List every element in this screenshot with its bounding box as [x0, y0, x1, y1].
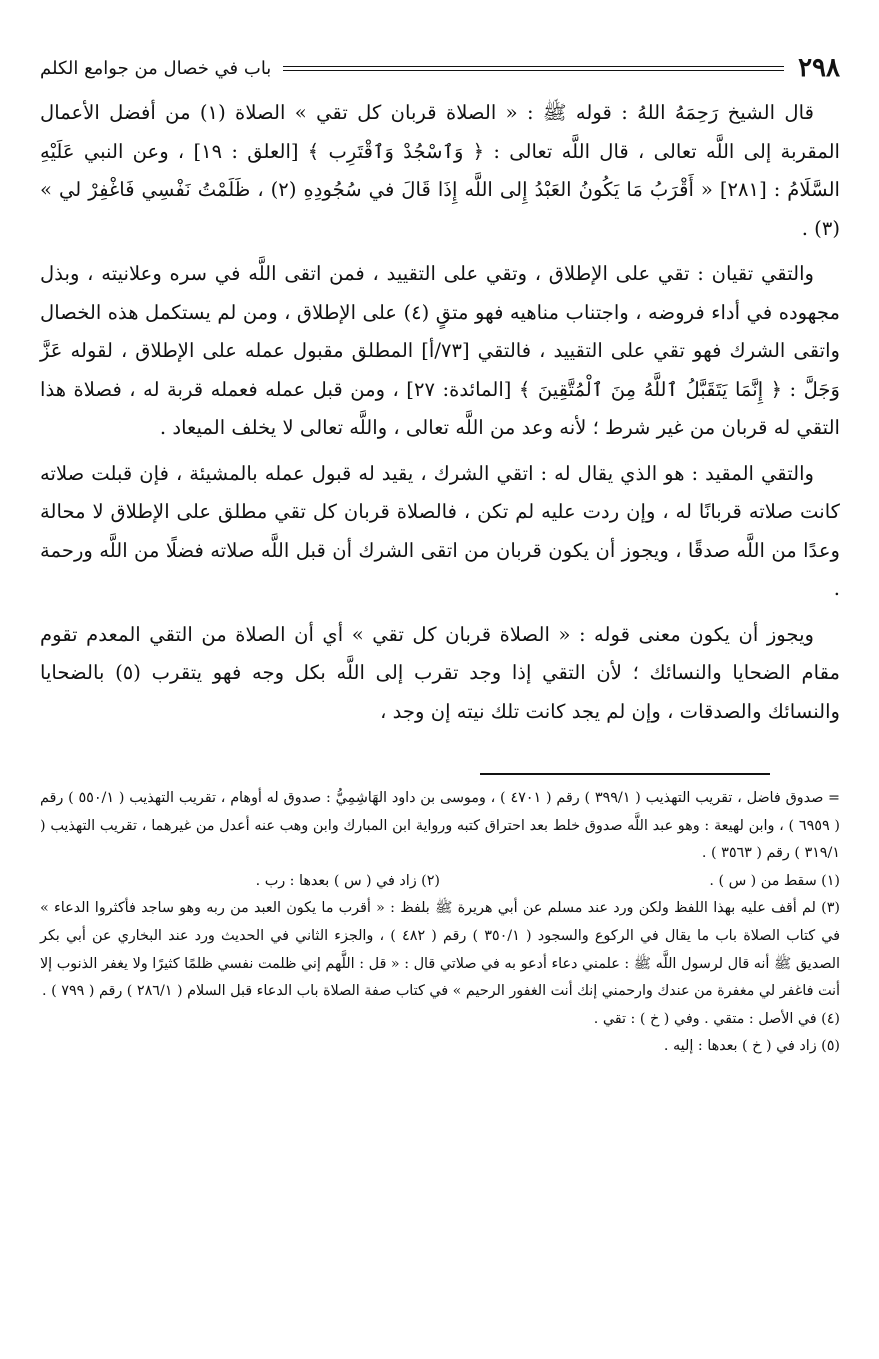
paragraph: والتقي المقيد : هو الذي يقال له : اتقي الشرك ، يقيد له قبول عمله بالمشيئة ، فإن قبلت صلاته كانت صلاته قربانًا له ، وإن ردت عليه لم تكن ، فالصلاة قربان كل تقي مطلق على الإطلاق لا محالة وعدًا من اللَّه صدقًا ، ويجوز أن يكون قربان من اتقى الشرك أن قبل اللَّه صلاته فضلًا من اللَّه ورحمة .	[40, 461, 840, 600]
footnote-2: (٢) زاد في ( س ) بعدها : رب .	[255, 872, 440, 889]
footnote-1: (١) سقط من ( س ) .	[709, 872, 840, 889]
main-text	[40, 94, 840, 731]
book-page	[40, 48, 840, 1061]
page-number: ٢٩٨	[798, 53, 840, 83]
footnote-row	[40, 868, 840, 896]
paragraph: ويجوز أن يكون معنى قوله : « الصلاة قربان كل تقي » أي أن الصلاة من التقي المعدم تقوم مقام الضحايا والنسائك ؛ لأن التقي إذا وجد تقرب إلى اللَّه بكل وجه فهو يتقرب (٥) بالضحايا والنسائك والصدقات ، وإن لم يجد كانت تلك نيته إن وجد ،	[40, 622, 840, 723]
paragraph: والتقي تقيان : تقي على الإطلاق ، وتقي على التقييد ، فمن اتقى اللَّه في سره وعلانيته ، وبذل مجهوده في أداء فروضه ، واجتناب مناهيه فهو متقٍ (٤) على الإطلاق ، ومن لم يستكمل هذه الخصال واتقى الشرك فهو تقي على التقييد ، فالتقي [٧٣/أ] المطلق مقبول عمله على الإطلاق ، لقوله عَزَّ وَجَلَّ : ﴿ إِنَّمَا يَتَقَبَّلُ ٱللَّهُ مِنَ ٱلْمُتَّقِينَ ﴾ [المائدة: ٢٧] ، ومن قبل عمله فعمله قربة له ، فصلاة هذا التقي له قربان من غير شرط ؛ لأنه وعد من اللَّه تعالى ، واللَّه تعالى لا يخلف الميعاد .	[40, 262, 840, 439]
header-rule	[283, 66, 784, 71]
footnote-continuation: = صدوق فاضل ، تقريب التهذيب ( ٣٩٩/١ ) رقم ( ٤٧٠١ ) ، وموسى بن داود الهَاشِمِيُّ : صدوق له أوهام ، تقريب التهذيب ( ٥٥٠/١ ) رقم ( ٦٩٥٩ ) ، وابن لهيعة : وهو عبد اللَّه صدوق خلط بعد احتراق كتبه ورواية ابن المبارك وابن وهب عنه أعدل من غيرهما ، تقريب التهذيب ( ٣١٩/١ ) رقم ( ٣٥٦٣ ) .	[40, 790, 841, 862]
footnote-3: (٣) لم أقف عليه بهذا اللفظ ولكن ورد عند مسلم عن أبي هريرة ﷺ بلفظ : « أقرب ما يكون العبد من ربه وهو ساجد فأكثروا الدعاء » في كتاب الصلاة باب ما يقال في الركوع والسجود ( ٣٥٠/١ ) رقم ( ٤٨٢ ) ، والجزء الثاني في الحديث ورد عند البخاري عن أبي بكر الصديق ﷺ أنه قال لرسول اللَّه ﷺ : علمني دعاء أدعو به في صلاتي قال : « قل : اللَّهم إني ظلمت نفسي ظلمًا كثيرًا ولا يغفر الذنوب إلا أنت فاغفر لي مغفرة من عندك وارحمني إنك أنت الغفور الرحيم » في كتاب صفة الصلاة باب الدعاء قبل السلام ( ٢٨٦/١ ) رقم ( ٧٩٩ ) .	[40, 900, 840, 1000]
paragraph: قال الشيخ رَحِمَهُ اللهُ : قوله ﷺ : « الصلاة قربان كل تقي » الصلاة (١) من أفضل الأعمال المقربة إلى اللَّه تعالى ، قال اللَّه تعالى : ﴿ وَٱسْجُدْ وَٱقْتَرِب ﴾ [العلق : ١٩] ، وعن النبي عَلَيْهِ السَّلَامُ : [٢٨١] « أَقْرَبُ مَا يَكُونُ العَبْدُ إِلى اللَّه إِذَا قَالَ في سُجُودِهِ (٢) ، ظَلَمْتُ نَفْسِي فَاغْفِرْ لي » (٣) .	[40, 101, 841, 240]
footnote-5: (٥) زاد في ( خ ) بعدها : إليه .	[663, 1038, 840, 1055]
footnote-4: (٤) في الأصل : متقي . وفي ( خ ) : تقي .	[593, 1010, 840, 1027]
footnote-separator	[480, 773, 770, 775]
page-header	[40, 48, 840, 88]
running-title: باب في خصال من جوامع الكلم	[40, 57, 272, 79]
footnotes	[40, 785, 840, 1061]
